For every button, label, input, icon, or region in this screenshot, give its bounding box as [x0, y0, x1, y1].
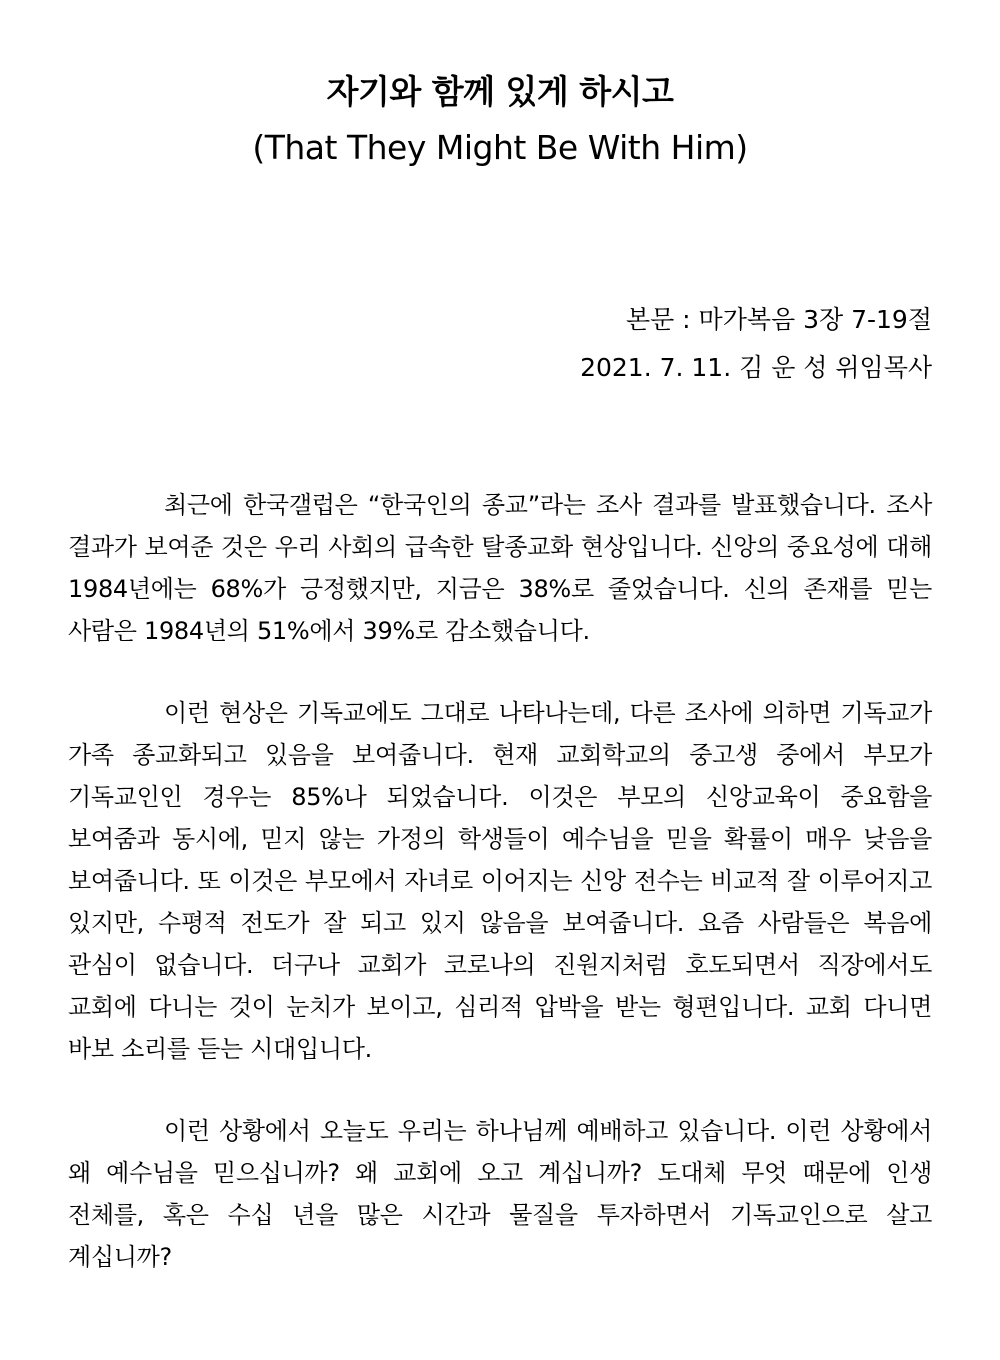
- sermon-body: [68, 484, 932, 1278]
- sermon-subtitle: (That They Might Be With Him): [252, 128, 748, 167]
- sermon-meta: [68, 296, 932, 392]
- sermon-title: 자기와 함께 있게 하시고: [326, 72, 674, 111]
- paragraph-1: 최근에 한국갤럽은 “한국인의 종교”라는 조사 결과를 발표했습니다. 조사 결과가 보여준 것은 우리 사회의 급속한 탈종교화 현상입니다. 신앙의 중요성에 대해 1984년에는 68%가 긍정했지만, 지금은 38%로 줄었습니다. 신의 존재를 믿는 사람은 1984년의 51%에서 39%로 감소했습니다.: [68, 491, 932, 645]
- title-block: [68, 0, 932, 176]
- date-and-author: 2021. 7. 11. 김 운 성 위임목사: [580, 353, 932, 382]
- paragraph-2: 이런 현상은 기독교에도 그대로 나타나는데, 다른 조사에 의하면 기독교가 가족 종교화되고 있음을 보여줍니다. 현재 교회학교의 중고생 중에서 부모가 기독교인인 경우는 85%나 되었습니다. 이것은 부모의 신앙교육이 중요함을 보여줌과 동시에, 믿지 않는 가정의 학생들이 예수님을 믿을 확률이 매우 낮음을 보여줍니다. 또 이것은 부모에서 자녀로 이어지는 신앙 전수는 비교적 잘 이루어지고 있지만, 수평적 전도가 잘 되고 있지 않음을 보여줍니다. 요즘 사람들은 복음에 관심이 없습니다. 더구나 교회가 코로나의 진원지처럼 호도되면서 직장에서도 교회에 다니는 것이 눈치가 보이고, 심리적 압박을 받는 형편입니다. 교회 다니면 바보 소리를 듣는 시대입니다.: [68, 699, 932, 1063]
- scripture-reference: 본문 : 마가복음 3장 7-19절: [625, 305, 932, 334]
- paragraph-3: 이런 상황에서 오늘도 우리는 하나님께 예배하고 있습니다. 이런 상황에서 왜 예수님을 믿으십니까? 왜 교회에 오고 계십니까? 도대체 무엇 때문에 인생 전체를, 혹은 수십 년을 많은 시간과 물질을 투자하면서 기독교인으로 살고 계십니까?: [68, 1117, 932, 1271]
